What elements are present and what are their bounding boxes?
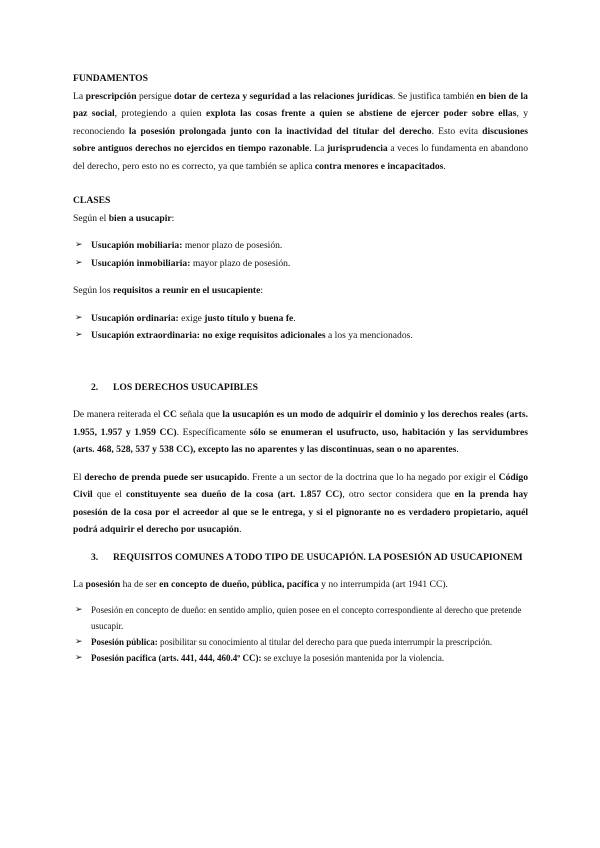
fundamentos-paragraph: La prescripción persigue dotar de certeza y seguridad a las relaciones jurídicas. Se justifica también en bien de la paz social, protegiendo a quien explota las cosas frente a quien se abstiene de ejercer poder sobre ellas, y reconociendo la posesión prolongada junto con la inactividad del titular del derecho. Esto evita discusiones sobre antiguos derechos no ejercidos en tiempo razonable. La jurisprudencia a veces lo fundamenta en abandono del derecho, pero esto no es correcto, ya que también se aplica contra menores e incapacitados. <box>73 90 529 172</box>
arrow-bullet-icon: ➢ <box>75 257 83 268</box>
arrow-bullet-icon: ➢ <box>75 240 83 250</box>
heading-fundamentos: FUNDAMENTOS <box>73 73 148 84</box>
section-2-paragraph-1: De manera reiterada el CC señala que la usucapión es un modo de adquirir el dominio y los derechos reales (arts. 1.955, 1.957 y 1.959 CC). Específicamente sólo se enumeran el usufructo, uso, habitación y las servidumbres (arts. 468, 528, 537 y 538 CC), excepto las no aparentes y las discontinuas, sean o no aparentes. <box>73 409 528 455</box>
list-item: ➢ Posesión en concepto de dueño: en sentido amplio, quien posee en el concepto correspondiente al derecho que pretende usucapir. <box>73 602 528 634</box>
heading-clases: CLASES <box>73 195 111 206</box>
section-3-heading: 3. REQUISITOS COMUNES A TODO TIPO DE USUCAPIÓN. LA POSESIÓN AD USUCAPIONEM <box>91 551 523 563</box>
list-item: ➢ Posesión pública: posibilitar su conocimiento al titular del derecho para que pueda interrumpir la prescripción. <box>73 634 528 650</box>
section-3-list <box>73 602 528 666</box>
outline-arrow-bullet-icon: ➢ <box>75 636 83 647</box>
arrow-bullet-icon: ➢ <box>75 330 83 340</box>
list-item: ➢ Usucapión extraordinaria: no exige requisitos adicionales a los ya mencionados. <box>73 327 528 345</box>
outline-arrow-bullet-icon: ➢ <box>75 652 83 663</box>
list-item: ➢ Usucapión mobiliaria: menor plazo de posesión. <box>73 237 528 255</box>
list-item: ➢ Usucapión ordinaria: exige justo título y buena fe. <box>73 310 528 328</box>
section-2-heading: 2. LOS DERECHOS USUCAPIBLES <box>91 381 259 393</box>
clases-intro-bien: Según el bien a usucapir: <box>73 212 175 224</box>
list-item: ➢ Usucapión inmobiliaria: mayor plazo de posesión. <box>73 255 528 273</box>
outline-arrow-bullet-icon: ➢ <box>75 604 83 615</box>
arrow-bullet-icon: ➢ <box>75 312 83 323</box>
section-2-paragraph-2: El derecho de prenda puede ser usucapido. Frente a un sector de la doctrina que lo ha negado por exigir el Código Civil que el constituyente sea dueño de la cosa (art. 1.857 CC), otro sector considera que en la prenda hay posesión de la cosa por el acreedor al que se le entrega, y si el pignorante no es verdadero propietario, aquél podrá adquirir el derecho por usucapión. <box>73 471 528 535</box>
list-item: ➢ Posesión pacífica (arts. 441, 444, 460.4º CC): se excluye la posesión mantenida por la violencia. <box>73 650 528 666</box>
clases-list-requisitos <box>73 310 528 345</box>
clases-list-bien <box>73 237 528 272</box>
clases-intro-requisitos: Según los requisitos a reunir en el usucapiente: <box>73 285 264 296</box>
section-3-paragraph: La posesión ha de ser en concepto de dueño, pública, pacífica y no interrumpida (art 1941 CC). <box>73 579 448 590</box>
document-page <box>73 70 528 666</box>
